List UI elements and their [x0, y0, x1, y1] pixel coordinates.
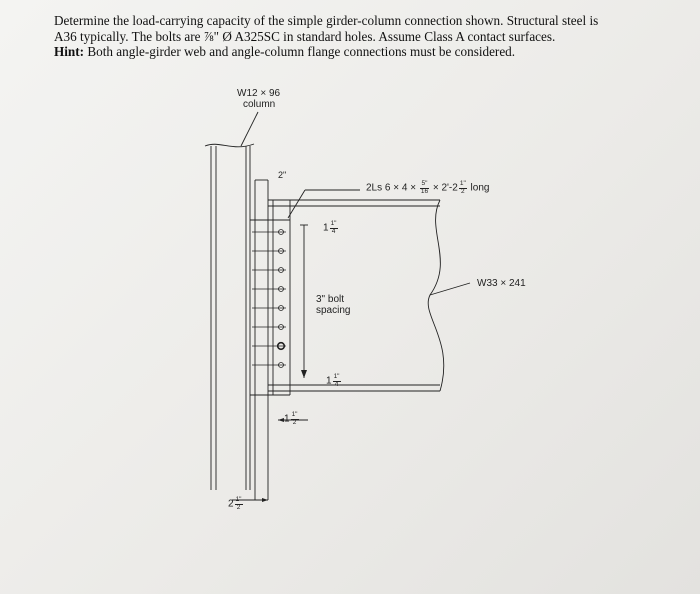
- girder-size-label: W33 × 241: [477, 278, 526, 289]
- bolt: [252, 343, 286, 350]
- bolt: [252, 306, 286, 311]
- bolt: [252, 230, 286, 235]
- bolt-spacing-label-2: spacing: [316, 305, 351, 316]
- bottom-edge-dim: 1 $\frac{1"}{4}$: [326, 373, 340, 388]
- bolt: [252, 249, 286, 254]
- column-word-label: column: [243, 99, 276, 110]
- angle-thickness-fraction: $\frac{5"}{16}$: [420, 180, 429, 195]
- girder-break-line: [428, 200, 444, 391]
- gauge-dim: 1 $\frac{1"}{2}$: [284, 411, 298, 426]
- bolt: [252, 287, 286, 292]
- problem-line-1: Determine the load-carrying capacity of the simple girder-column connection shown. Structural steel is: [54, 13, 599, 28]
- column-leader: [241, 112, 258, 146]
- problem-line-2: A36 typically. The bolts are ⅞" Ø A325SC in standard holes. Assume Class A contact surfaces.: [54, 28, 556, 44]
- dim-2-label: 2": [278, 170, 287, 180]
- bottom-dim: 2 $\frac{1"}{2}$: [228, 496, 242, 511]
- bolt: [252, 325, 286, 330]
- top-edge-dim: 1 $\frac{1"}{4}$: [323, 220, 337, 235]
- flange-bolts: [252, 230, 286, 368]
- hint-text: Both angle-girder web and angle-column flange connections must be considered.: [84, 44, 516, 59]
- bolt: [252, 363, 286, 368]
- column-size-label: W12 × 96: [237, 88, 281, 99]
- column-break-line: [205, 144, 254, 147]
- bolt: [252, 268, 286, 273]
- angles-label: 2Ls 6 × 4 × $\frac{5"}{16}$ × 2'-2 $\frac{1"}{2}$ long: [366, 180, 490, 195]
- bolt-spacing-label-1: 3" bolt: [316, 294, 345, 305]
- hint-label: Hint:: [54, 44, 85, 59]
